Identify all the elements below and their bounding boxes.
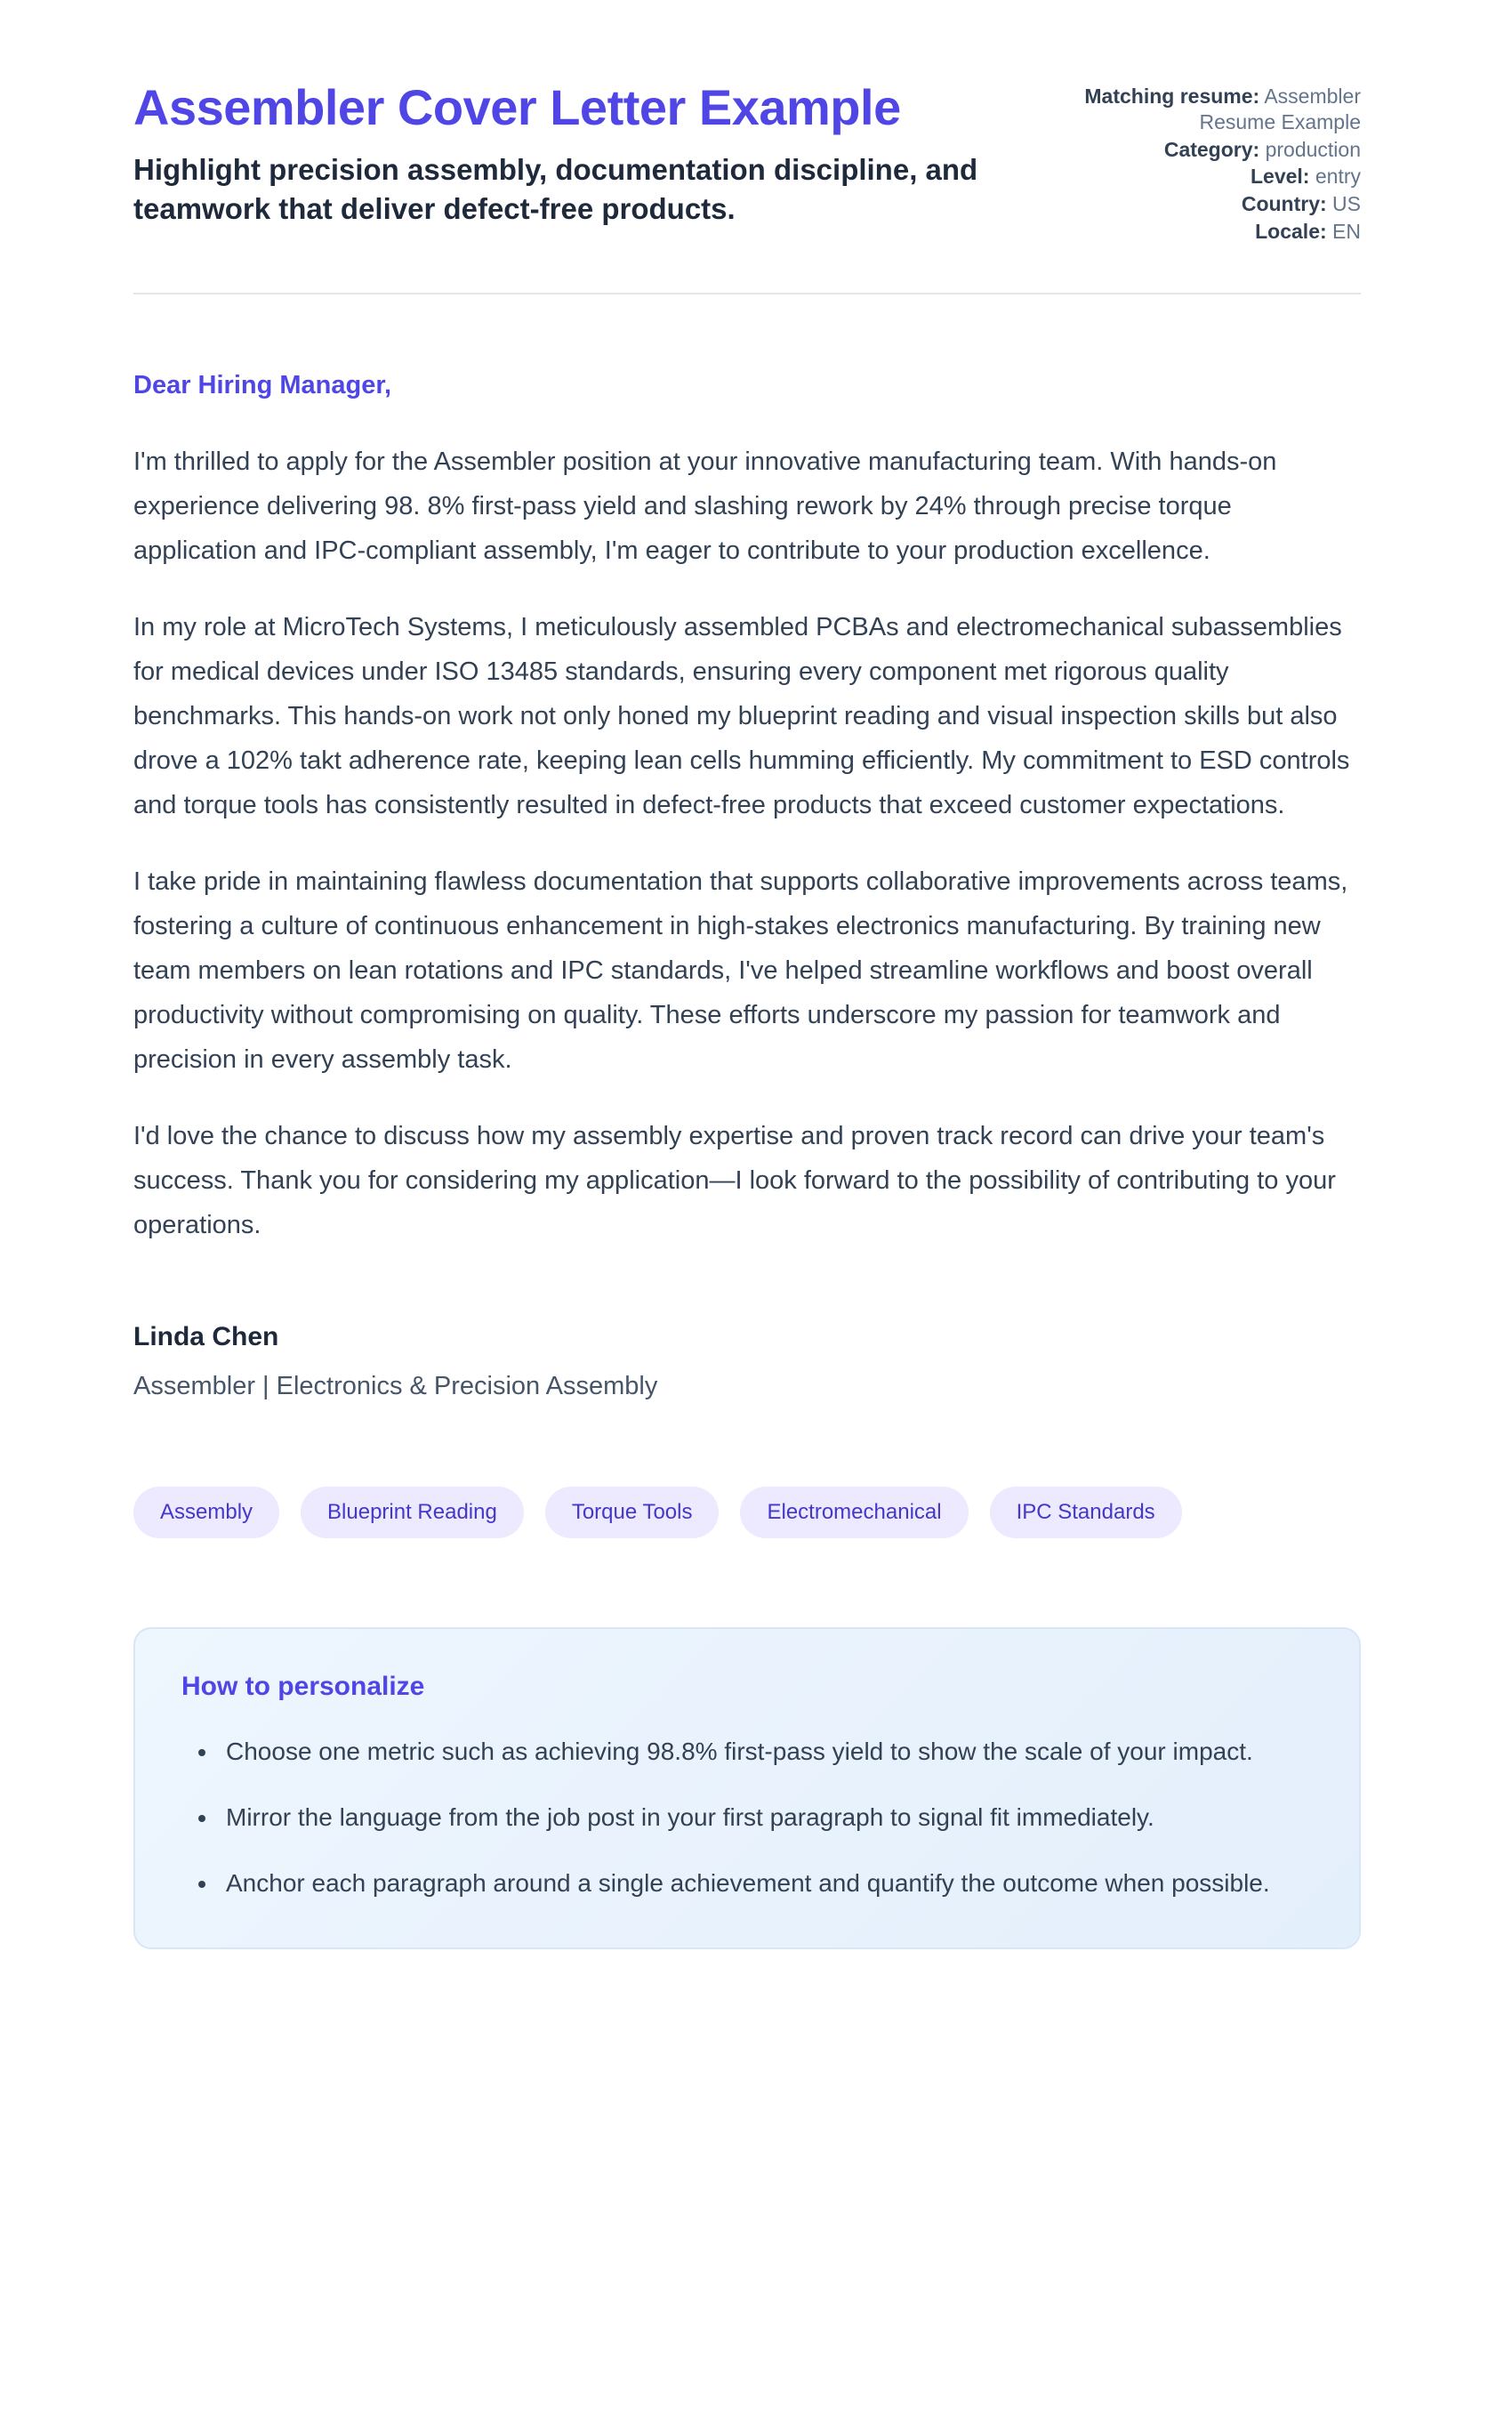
tag-assembly: Assembly [133,1487,279,1538]
tag-ipc-standards: IPC Standards [990,1487,1182,1538]
meta-category-label: Category: [1163,137,1260,161]
meta-level-label: Level: [1250,165,1310,189]
meta-category [1069,137,1361,163]
tip-item-1: • Choose one metric such as achieving 98.8% first-pass yield to show the scale of your impact. [219,1730,1304,1773]
meta-matching-resume-value: Assembler Resume Example [1199,85,1361,133]
meta-panel [1069,78,1361,246]
tag-blueprint-reading: Blueprint Reading [301,1487,524,1538]
meta-country-value: US [1332,192,1361,215]
tip-item-2: • Mirror the language from the job post in your first paragraph to signal fit immediately. [219,1796,1304,1839]
meta-country-label: Country: [1241,192,1327,215]
tip-item-3: • Anchor each paragraph around a single achievement and quantify the outcome when possible. [219,1862,1304,1905]
meta-locale-label: Locale: [1255,219,1327,243]
skill-tags [133,1487,1361,1538]
letter-paragraph-1: I'm thrilled to apply for the Assembler position at your innovative manufacturing team. With hands-on experience delivering 98. 8% first-pass yield and slashing rework by 24% through precise torque application and IPC-compliant assembly, I'm eager to contribute to your production excellence. [133,447,1277,565]
tips-list [181,1730,1313,1905]
meta-locale [1069,219,1361,245]
meta-category-value: production [1265,137,1361,161]
meta-locale-value: EN [1332,219,1361,243]
header-left [133,78,1033,228]
page-title: Assembler Cover Letter Example [133,79,901,135]
header-divider [133,293,1361,294]
meta-matching-resume-label: Matching resume: [1084,85,1260,108]
tag-torque-tools: Torque Tools [545,1487,720,1538]
signature-name: Linda Chen [133,1321,279,1351]
signature-role: Assembler | Electronics & Precision Assembly [133,1371,658,1400]
header [133,78,1361,246]
personalize-callout [133,1627,1361,1949]
meta-level [1069,164,1361,189]
letter-paragraph-4: I'd love the chance to discuss how my assembly expertise and proven track record can drive your team's success. Thank you for considering my application—I look forward to the possibility of contributing to your operations. [133,1121,1336,1239]
meta-matching-resume [1069,84,1361,135]
page-subtitle: Highlight precision assembly, documentation discipline, and teamwork that deliver defect-free products. [133,153,978,225]
callout-title: How to personalize [181,1671,425,1701]
meta-level-value: entry [1315,165,1361,189]
letter-paragraph-2: In my role at MicroTech Systems, I meticulously assembled PCBAs and electromechanical subassemblies for medical devices under ISO 13485 standards, ensuring every component met rigorous quality benchmarks. This hands-on work not only honed my blueprint reading and visual inspection skills but also drove a 102% takt adherence rate, keeping lean cells humming efficiently. My commitment to ESD controls and torque tools has consistently resulted in defect-free products that exceed customer expectations. [133,612,1350,819]
letter-greeting: Dear Hiring Manager, [133,370,392,399]
letter-paragraph-3: I take pride in maintaining flawless documentation that supports collaborative improvements across teams, fostering a culture of continuous enhancement in high-stakes electronics manufacturing. By training new team members on lean rotations and IPC standards, I've helped streamline workflows and boost overall productivity without compromising on quality. These efforts underscore my passion for teamwork and precision in every assembly task. [133,867,1348,1074]
meta-country [1069,191,1361,217]
cover-letter-body [133,371,1361,1401]
tag-electromechanical: Electromechanical [740,1487,968,1538]
